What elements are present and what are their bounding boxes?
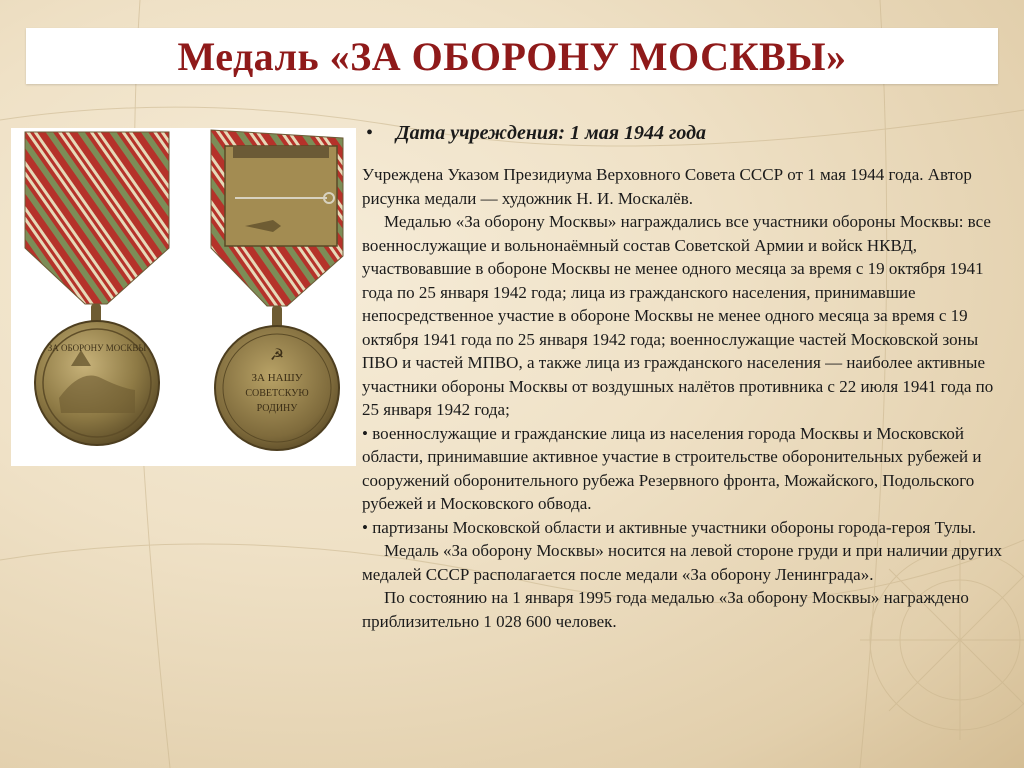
front-medal xyxy=(35,321,159,445)
back-inscription-line-2: СОВЕТСКУЮ xyxy=(245,388,309,399)
paragraph-wearing: Медаль «За оборону Москвы» носится на левой стороне груди и при наличии других медалей СССР располагается после медали «За оборону Ленинграда». xyxy=(362,541,1003,584)
front-medal-inscription: ЗА ОБОРОНУ МОСКВЫ xyxy=(47,343,147,353)
back-ribbon xyxy=(211,130,343,306)
paragraph-civilians: • военнослужащие и гражданские лица из населения города Москвы и Московской области, принимавшие активное участие в строительстве оборонительных рубежей и сооружений оборонительного рубежа Резервного фронта, Можайского, Подольского рубежей и Московского обвода. xyxy=(362,423,982,513)
slide-title: Медаль «ЗА ОБОРОНУ МОСКВЫ» xyxy=(177,33,847,79)
paragraph-statistics: По состоянию на 1 января 1995 года медалью «За оборону Москвы» награждено приблизительно 1 028 600 человек. xyxy=(362,588,969,631)
back-inscription-line-3: РОДИНУ xyxy=(256,403,298,414)
back-medal xyxy=(215,326,339,450)
back-inscription-line-1: ЗА НАШУ xyxy=(251,372,303,384)
front-ribbon xyxy=(25,132,169,304)
paragraph-decree: Учреждена Указом Президиума Верховного Совета СССР от 1 мая 1944 года. Автор рисунка медали — художник Н. И. Москалёв. xyxy=(362,165,972,208)
title-bar xyxy=(26,28,998,84)
hammer-sickle-icon: ☭ xyxy=(269,347,285,364)
paragraph-recipients: Медалью «За оборону Москвы» награждались все участники обороны Москвы: все военнослужащие и вольнонаёмный состав Советской Армии и войск НКВД, участвовавшие в обороне Москвы не менее одного месяца за время с 19 октября 1941 года по 25 января 1942 года; лица из гражданского населения, принимавшие непосредственное участие в обороне Москвы не менее одного месяца за время с 19 октября 1941 года по 25 января 1942 года; военнослужащие частей Московской зоны ПВО и частей МПВО, а также лица из гражданского населения — наиболее активные участники обороны Москвы от воздушных налётов противника с 22 июля 1941 года по 25 января 1942 года; xyxy=(362,212,994,419)
establishment-date-text: Дата учреждения: 1 мая 1944 года xyxy=(396,122,707,144)
paragraph-partisans: • партизаны Московской области и активные участники обороны города-героя Тулы. xyxy=(362,517,977,537)
establishment-date xyxy=(366,122,706,145)
medal-illustration xyxy=(11,128,356,466)
bullet: • xyxy=(366,122,374,144)
medal-photo xyxy=(11,128,356,466)
description-text xyxy=(362,163,1012,633)
